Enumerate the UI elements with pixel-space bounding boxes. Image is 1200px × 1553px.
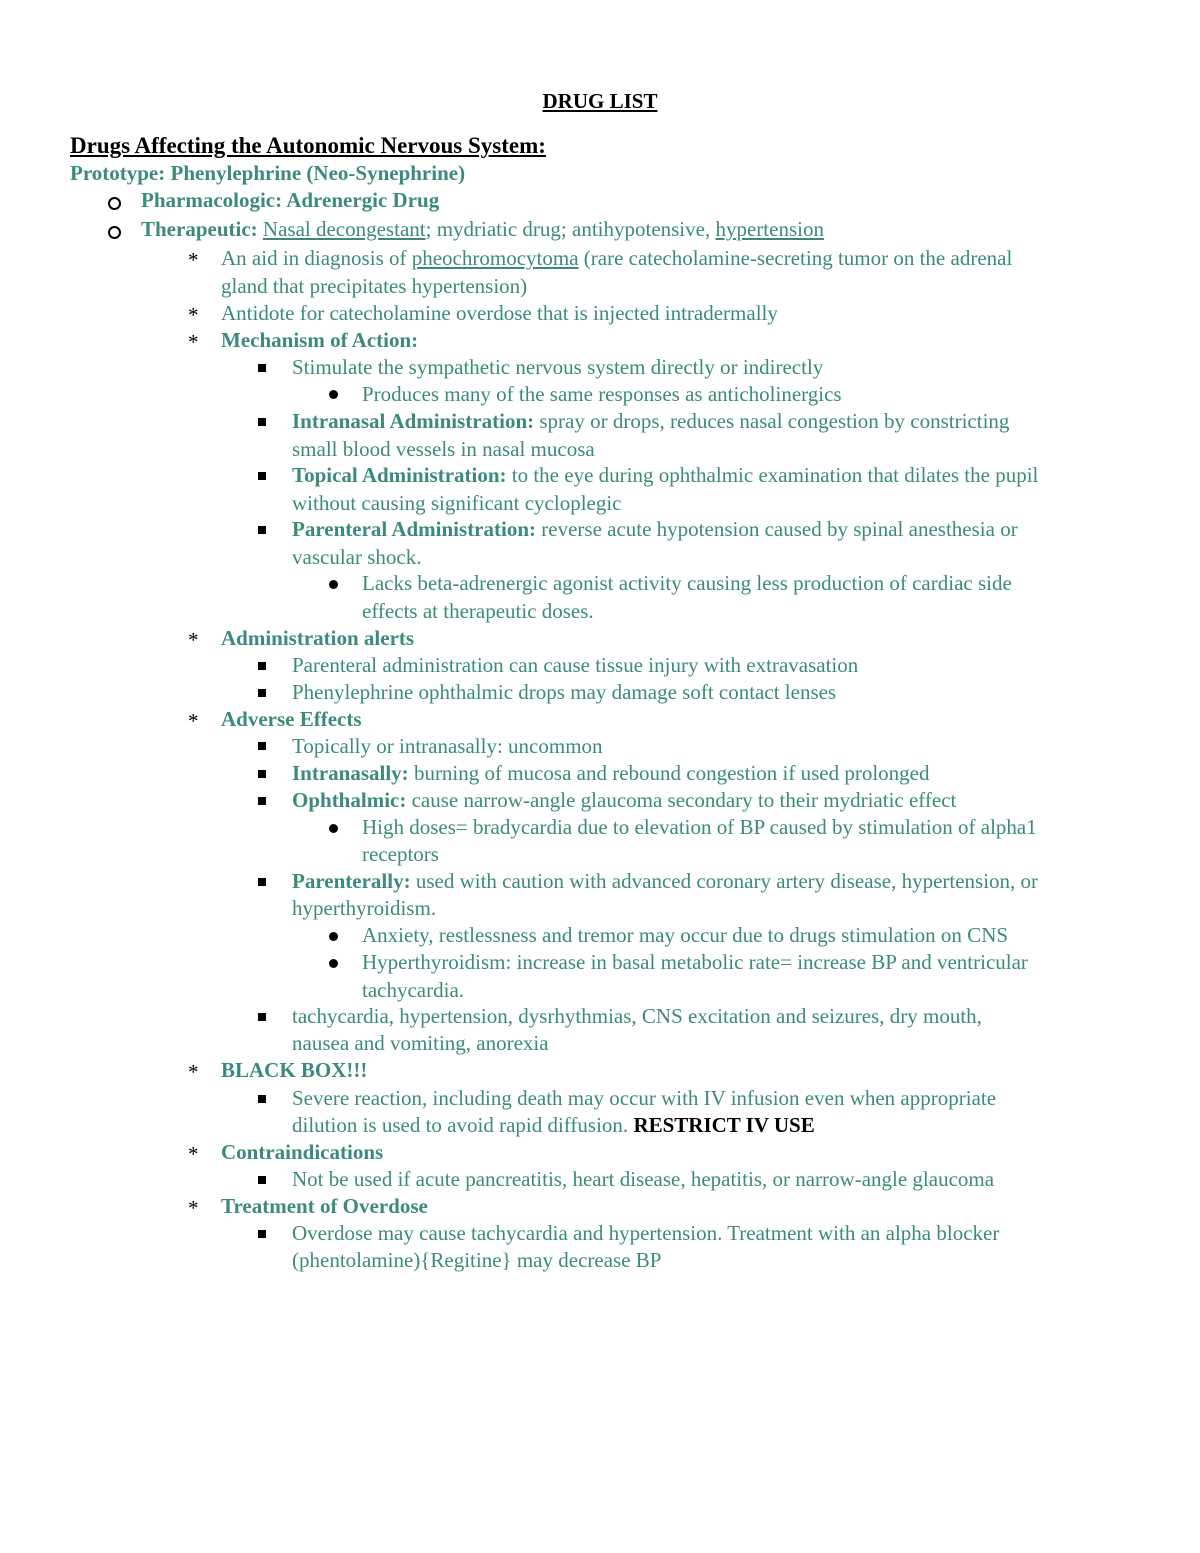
diagnosis-line [221, 245, 1012, 272]
topical-label: Topical Administration: [292, 463, 507, 487]
parenterally-label: Parenterally: [292, 869, 411, 893]
hypertension-link: hypertension [715, 217, 824, 241]
square-bullet-icon [258, 742, 266, 750]
topical-text: to the eye during ophthalmic examination that dilates the pupil [511, 463, 1039, 487]
adverse-tachy-cont: nausea and vomiting, anorexia [292, 1031, 549, 1055]
star-bullet-icon: * [188, 628, 199, 652]
square-bullet-icon [258, 1176, 266, 1184]
square-bullet-icon [258, 878, 266, 886]
diagnosis-cont: gland that precipitates hypertension) [221, 274, 528, 298]
pheochromocytoma-link: pheochromocytoma [411, 246, 579, 270]
document-title: DRUG LIST [542, 89, 658, 113]
overdose-cont: (phentolamine){Regitine} may decrease BP [292, 1248, 662, 1272]
intranasally-text: burning of mucosa and rebound congestion if used prolonged [413, 761, 930, 785]
dot-bullet-icon [329, 932, 338, 941]
adverse-topically: Topically or intranasally: uncommon [292, 734, 603, 758]
star-bullet-icon: * [188, 709, 199, 733]
ophthalmic-label: Ophthalmic: [292, 788, 407, 812]
contra-text: Not be used if acute pancreatitis, heart disease, hepatitis, or narrow-angle glaucoma [292, 1167, 995, 1191]
square-bullet-icon [258, 689, 266, 697]
adverse-intranasally [292, 760, 930, 787]
intranasal-label: Intranasal Administration: [292, 409, 535, 433]
star-bullet-icon: * [188, 1060, 199, 1084]
adverse-hyperthyroidism-cont: tachycardia. [362, 978, 465, 1002]
black-box-heading: BLACK BOX!!! [221, 1058, 368, 1082]
adverse-parenterally-cont: hyperthyroidism. [292, 896, 437, 920]
star-bullet-icon: * [188, 1196, 199, 1220]
moa-parenteral [292, 516, 1018, 543]
square-bullet-icon [258, 472, 266, 480]
moa-lacks: Lacks beta-adrenergic agonist activity causing less production of cardiac side [362, 571, 1012, 595]
prototype-line: Prototype: Phenylephrine (Neo-Synephrine) [70, 161, 466, 185]
square-bullet-icon [258, 1013, 266, 1021]
contra-heading: Contraindications [221, 1140, 384, 1164]
moa-topical-cont: without causing significant cycloplegic [292, 491, 622, 515]
dot-bullet-icon [329, 580, 338, 589]
intranasal-text: spray or drops, reduces nasal congestion by constricting [539, 409, 1010, 433]
therapeutic-mid: ; mydriatic drug; antihypotensive, [425, 217, 711, 241]
adverse-hyperthyroidism: Hyperthyroidism: increase in basal metabolic rate= increase BP and ventricular [362, 950, 1028, 974]
square-bullet-icon [258, 364, 266, 372]
moa-topical [292, 462, 1038, 489]
star-bullet-icon: * [188, 248, 199, 272]
star-bullet-icon: * [188, 303, 199, 327]
star-bullet-icon: * [188, 1142, 199, 1166]
diagnosis-pre: An aid in diagnosis of [221, 246, 407, 270]
moa-parenteral-cont: vascular shock. [292, 545, 422, 569]
square-bullet-icon [258, 770, 266, 778]
adverse-high-doses-cont: receptors [362, 842, 439, 866]
adverse-anxiety: Anxiety, restlessness and tremor may occur due to drugs stimulation on CNS [362, 923, 1009, 947]
admin-alerts-heading: Administration alerts [221, 626, 415, 650]
star-bullet-icon: * [188, 330, 199, 354]
black-box-cont-line [292, 1112, 815, 1139]
adverse-ophthalmic [292, 787, 956, 814]
circle-bullet-icon [108, 226, 121, 239]
square-bullet-icon [258, 662, 266, 670]
moa-intranasal-cont: small blood vessels in nasal mucosa [292, 437, 595, 461]
antidote-line: Antidote for catecholamine overdose that is injected intradermally [221, 301, 778, 325]
restrict-iv-use: RESTRICT IV USE [633, 1113, 815, 1137]
circle-bullet-icon [108, 197, 121, 210]
therapeutic-label: Therapeutic: [141, 217, 258, 241]
square-bullet-icon [258, 1230, 266, 1238]
adverse-tachy: tachycardia, hypertension, dysrhythmias, CNS excitation and seizures, dry mouth, [292, 1004, 982, 1028]
square-bullet-icon [258, 797, 266, 805]
parenteral-text: reverse acute hypotension caused by spinal anesthesia or [541, 517, 1018, 541]
dot-bullet-icon [329, 824, 338, 833]
square-bullet-icon [258, 526, 266, 534]
moa-produces: Produces many of the same responses as anticholinergics [362, 382, 842, 406]
moa-stimulate: Stimulate the sympathetic nervous system directly or indirectly [292, 355, 824, 379]
moa-heading: Mechanism of Action: [221, 328, 419, 352]
adverse-heading: Adverse Effects [221, 707, 362, 731]
admin-alert-2: Phenylephrine ophthalmic drops may damage soft contact lenses [292, 680, 837, 704]
nasal-decongestant-link: Nasal decongestant [262, 217, 426, 241]
overdose-heading: Treatment of Overdose [221, 1194, 428, 1218]
dot-bullet-icon [329, 959, 338, 968]
moa-intranasal [292, 408, 1009, 435]
parenteral-label: Parenteral Administration: [292, 517, 537, 541]
dot-bullet-icon [329, 390, 338, 399]
pharmacologic-line: Pharmacologic: Adrenergic Drug [141, 188, 440, 212]
intranasally-label: Intranasally: [292, 761, 409, 785]
black-box-text: Severe reaction, including death may occur with IV infusion even when appropriate [292, 1086, 997, 1110]
overdose-text: Overdose may cause tachycardia and hypertension. Treatment with an alpha blocker [292, 1221, 1000, 1245]
adverse-parenterally [292, 868, 1038, 895]
parenterally-text: used with caution with advanced coronary artery disease, hypertension, or [415, 869, 1039, 893]
square-bullet-icon [258, 418, 266, 426]
section-heading: Drugs Affecting the Autonomic Nervous System: [70, 133, 546, 158]
black-box-cont: dilution is used to avoid rapid diffusion. [292, 1113, 629, 1137]
square-bullet-icon [258, 1095, 266, 1103]
moa-lacks-cont: effects at therapeutic doses. [362, 599, 594, 623]
diagnosis-post: (rare catecholamine-secreting tumor on the adrenal [583, 246, 1013, 270]
therapeutic-line [141, 216, 824, 243]
ophthalmic-text: cause narrow-angle glaucoma secondary to their mydriatic effect [411, 788, 957, 812]
adverse-high-doses: High doses= bradycardia due to elevation of BP caused by stimulation of alpha1 [362, 815, 1037, 839]
admin-alert-1: Parenteral administration can cause tissue injury with extravasation [292, 653, 859, 677]
